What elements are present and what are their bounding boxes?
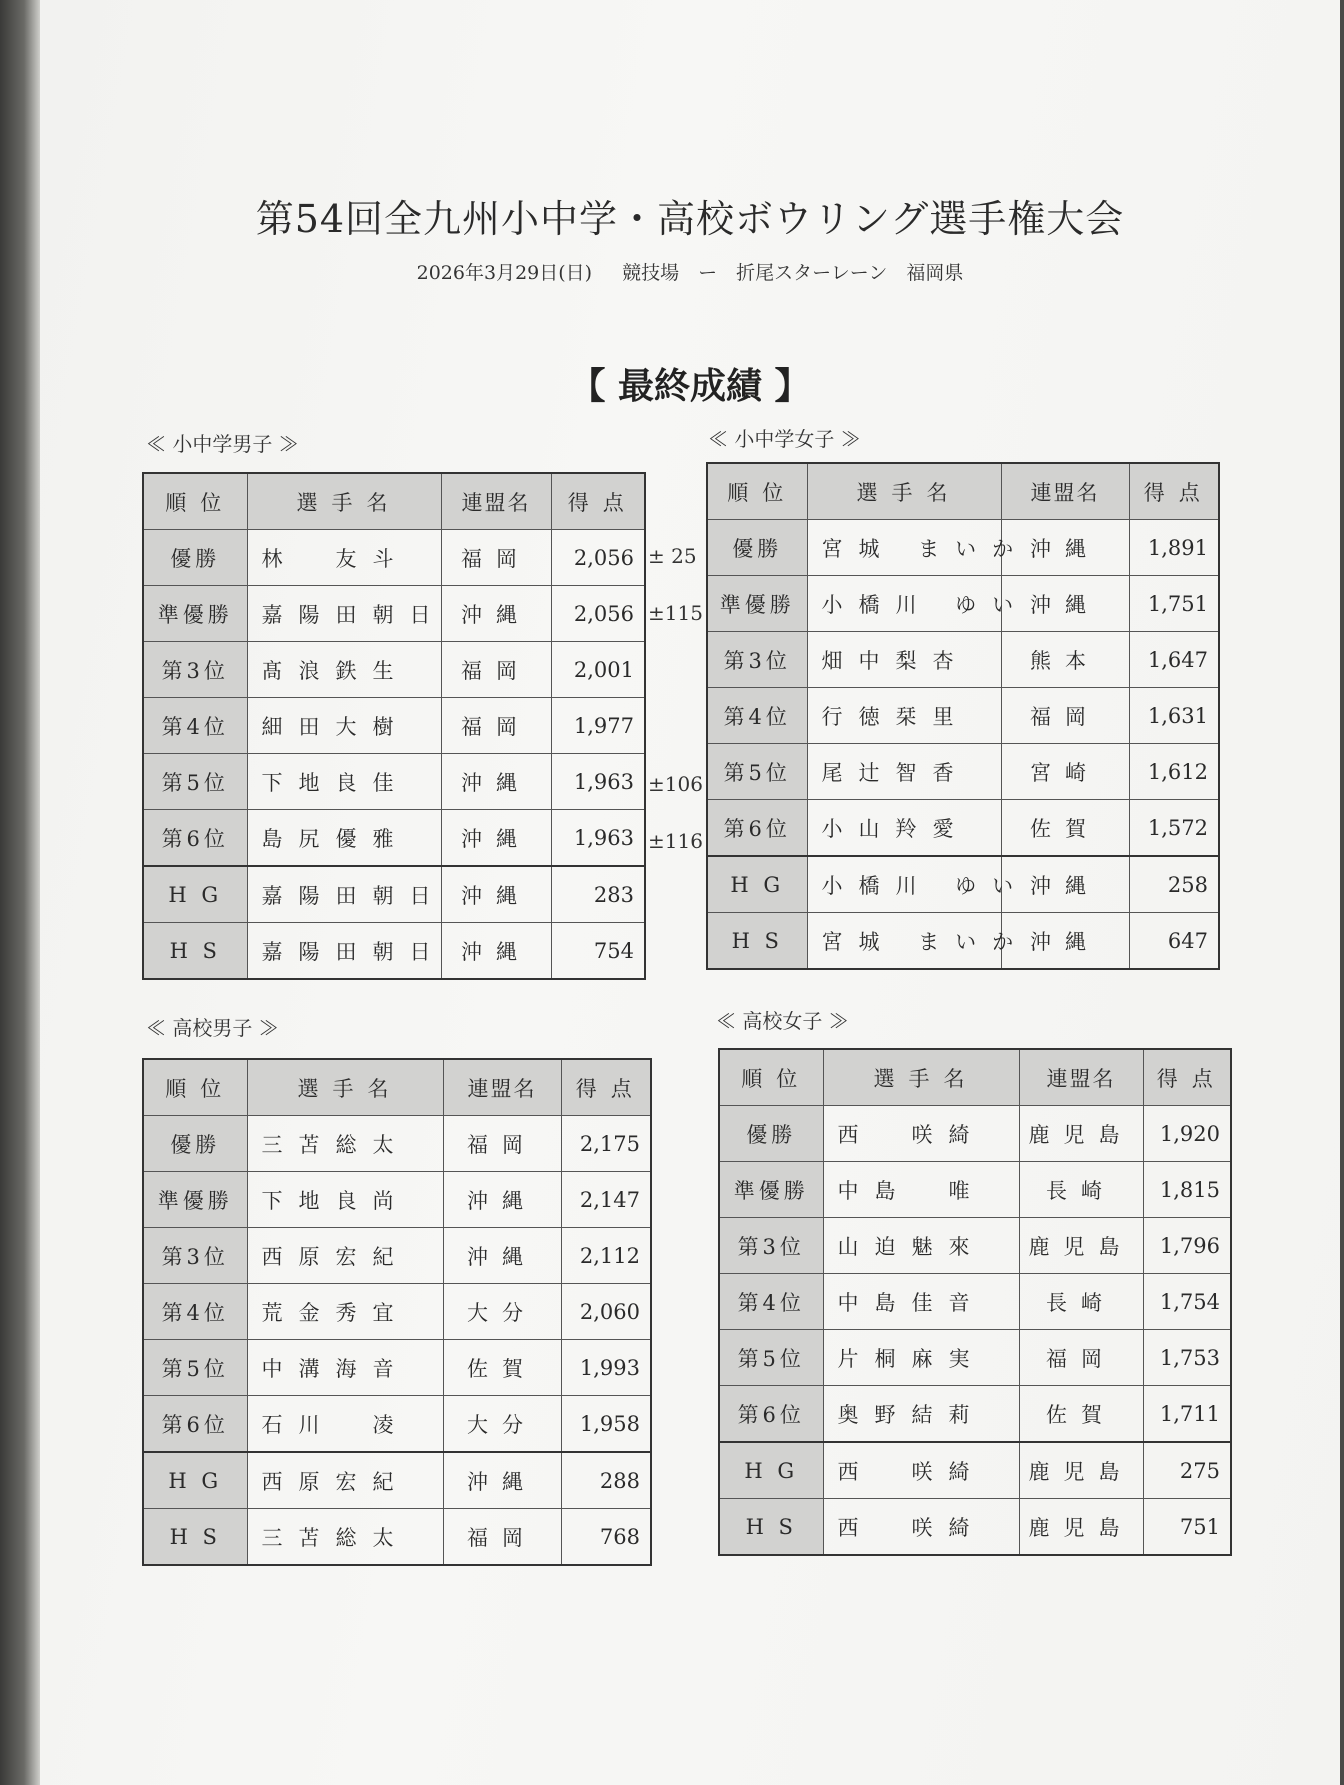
rank-cell: 優勝 [143, 530, 247, 586]
club-cell: 長崎 [1019, 1274, 1143, 1330]
rank-cell: 準優勝 [719, 1162, 823, 1218]
table-header-row [143, 473, 645, 530]
score-cell: 1,963 [551, 810, 645, 867]
score-cell: 1,993 [561, 1340, 651, 1396]
table-row [143, 1284, 651, 1340]
club-cell: 沖縄 [1001, 913, 1129, 970]
club-cell: 沖縄 [441, 923, 551, 980]
club-cell: 福岡 [1019, 1330, 1143, 1386]
player-name-cell: 下地良佳 [247, 754, 441, 810]
event-venue: 競技場 ー 折尾スターレーン 福岡県 [622, 262, 964, 284]
col-header-score: 得点 [561, 1059, 651, 1116]
player-name-cell: 嘉陽田朝日 [247, 866, 441, 923]
player-name-cell: 宮城 まいか [807, 520, 1001, 576]
rank-cell: 準優勝 [143, 1172, 247, 1228]
rank-cell: H G [143, 866, 247, 923]
player-name-cell: 小橋川 ゆい [807, 856, 1001, 913]
score-cell: 1,711 [1143, 1386, 1231, 1443]
col-header-rank: 順位 [143, 1059, 247, 1116]
club-cell: 大分 [443, 1284, 561, 1340]
club-cell: 大分 [443, 1396, 561, 1453]
score-cell: 258 [1129, 856, 1219, 913]
score-cell: 768 [561, 1509, 651, 1566]
rank-cell: 準優勝 [143, 586, 247, 642]
player-name-cell: 嘉陽田朝日 [247, 586, 441, 642]
col-header-club: 連盟名 [1001, 463, 1129, 520]
score-cell: 288 [561, 1452, 651, 1509]
tie-break-note: ±115 [648, 601, 703, 625]
section-title-hs-boys: ≪ 高校男子 ≫ [146, 1016, 279, 1040]
player-name-cell: 中島 唯 [823, 1162, 1019, 1218]
rank-cell: 第4位 [143, 1284, 247, 1340]
player-name-cell: 荒金秀宜 [247, 1284, 443, 1340]
rank-cell: 優勝 [707, 520, 807, 576]
rank-cell: 第5位 [143, 1340, 247, 1396]
score-cell: 275 [1143, 1442, 1231, 1499]
player-name-cell: 西 咲綺 [823, 1106, 1019, 1162]
table-row [707, 856, 1219, 913]
score-cell: 1,753 [1143, 1330, 1231, 1386]
table-row [143, 754, 645, 810]
table-row [719, 1274, 1231, 1330]
club-cell: 佐賀 [1001, 800, 1129, 857]
results-table-hs-girls [718, 1048, 1232, 1556]
table-row [719, 1386, 1231, 1443]
player-name-cell: 西 咲綺 [823, 1499, 1019, 1556]
table-row [707, 520, 1219, 576]
score-cell: 1,631 [1129, 688, 1219, 744]
player-name-cell: 三苫総太 [247, 1509, 443, 1566]
table-row [719, 1442, 1231, 1499]
score-cell: 2,056 [551, 530, 645, 586]
player-name-cell: 片桐麻実 [823, 1330, 1019, 1386]
score-cell: 754 [551, 923, 645, 980]
player-name-cell: 嘉陽田朝日 [247, 923, 441, 980]
results-table-jr-girls [706, 462, 1220, 970]
player-name-cell: 小橋川 ゆい [807, 576, 1001, 632]
player-name-cell: 西原宏紀 [247, 1452, 443, 1509]
rank-cell: 第6位 [143, 1396, 247, 1453]
score-cell: 2,060 [561, 1284, 651, 1340]
col-header-name: 選手名 [823, 1049, 1019, 1106]
rank-cell: H S [719, 1499, 823, 1556]
player-name-cell: 西 咲綺 [823, 1442, 1019, 1499]
score-cell: 1,977 [551, 698, 645, 754]
score-cell: 2,056 [551, 586, 645, 642]
club-cell: 沖縄 [1001, 856, 1129, 913]
table-row [143, 1172, 651, 1228]
rank-cell: H G [707, 856, 807, 913]
score-cell: 1,891 [1129, 520, 1219, 576]
table-row [143, 923, 645, 980]
table-header-row [719, 1049, 1231, 1106]
table-row [143, 1452, 651, 1509]
rank-cell: H S [707, 913, 807, 970]
tournament-title: 第54回全九州小中学・高校ボウリング選手権大会 [255, 197, 1125, 241]
results-table-hs-boys [142, 1058, 652, 1566]
club-cell: 福岡 [441, 698, 551, 754]
score-cell: 1,920 [1143, 1106, 1231, 1162]
rank-cell: 第3位 [707, 632, 807, 688]
score-cell: 2,112 [561, 1228, 651, 1284]
col-header-name: 選手名 [807, 463, 1001, 520]
club-cell: 沖縄 [1001, 520, 1129, 576]
score-cell: 2,175 [561, 1116, 651, 1172]
player-name-cell: 中溝海音 [247, 1340, 443, 1396]
table-row [707, 913, 1219, 970]
rank-cell: 第5位 [143, 754, 247, 810]
rank-cell: 第5位 [719, 1330, 823, 1386]
event-info [40, 258, 1340, 285]
score-cell: 1,963 [551, 754, 645, 810]
rank-cell: 第5位 [707, 744, 807, 800]
rank-cell: H S [143, 1509, 247, 1566]
col-header-club: 連盟名 [443, 1059, 561, 1116]
tie-break-note: ±116 [648, 829, 703, 853]
player-name-cell: 小山羚愛 [807, 800, 1001, 857]
score-cell: 1,751 [1129, 576, 1219, 632]
player-name-cell: 宮城 まいか [807, 913, 1001, 970]
club-cell: 沖縄 [441, 810, 551, 867]
col-header-score: 得点 [1143, 1049, 1231, 1106]
score-cell: 1,754 [1143, 1274, 1231, 1330]
table-row [707, 800, 1219, 857]
table-row [719, 1218, 1231, 1274]
club-cell: 沖縄 [1001, 576, 1129, 632]
table-row [143, 1340, 651, 1396]
score-cell: 283 [551, 866, 645, 923]
club-cell: 佐賀 [1019, 1386, 1143, 1443]
section-title-hs-girls: ≪ 高校女子 ≫ [716, 1009, 849, 1033]
club-cell: 福岡 [441, 642, 551, 698]
club-cell: 鹿児島 [1019, 1442, 1143, 1499]
table-row [143, 810, 645, 867]
rank-cell: 第6位 [143, 810, 247, 867]
table-row [719, 1106, 1231, 1162]
table-row [143, 1228, 651, 1284]
rank-cell: 第4位 [707, 688, 807, 744]
col-header-score: 得点 [551, 473, 645, 530]
player-name-cell: 林 友斗 [247, 530, 441, 586]
tie-break-note: ± 25 [648, 544, 697, 568]
player-name-cell: 西原宏紀 [247, 1228, 443, 1284]
col-header-name: 選手名 [247, 473, 441, 530]
table-row [143, 866, 645, 923]
table-row [143, 1396, 651, 1453]
club-cell: 佐賀 [443, 1340, 561, 1396]
player-name-cell: 中島佳音 [823, 1274, 1019, 1330]
player-name-cell: 行徳栞里 [807, 688, 1001, 744]
event-date: 2026年3月29日(日) [416, 262, 593, 284]
rank-cell: 第6位 [719, 1386, 823, 1443]
table-row [143, 586, 645, 642]
col-header-club: 連盟名 [1019, 1049, 1143, 1106]
player-name-cell: 下地良尚 [247, 1172, 443, 1228]
table-row [707, 744, 1219, 800]
club-cell: 福岡 [443, 1116, 561, 1172]
club-cell: 沖縄 [441, 586, 551, 642]
club-cell: 福岡 [441, 530, 551, 586]
table-header-row [143, 1059, 651, 1116]
col-header-rank: 順位 [143, 473, 247, 530]
player-name-cell: 三苫総太 [247, 1116, 443, 1172]
rank-cell: H S [143, 923, 247, 980]
score-cell: 1,815 [1143, 1162, 1231, 1218]
col-header-club: 連盟名 [441, 473, 551, 530]
col-header-score: 得点 [1129, 463, 1219, 520]
col-header-rank: 順位 [719, 1049, 823, 1106]
score-cell: 2,001 [551, 642, 645, 698]
table-row [143, 530, 645, 586]
rank-cell: H G [719, 1442, 823, 1499]
rank-cell: 優勝 [143, 1116, 247, 1172]
rank-cell: 準優勝 [707, 576, 807, 632]
score-cell: 2,147 [561, 1172, 651, 1228]
score-cell: 751 [1143, 1499, 1231, 1556]
rank-cell: 第6位 [707, 800, 807, 857]
score-cell: 1,958 [561, 1396, 651, 1453]
table-row [143, 642, 645, 698]
score-cell: 1,647 [1129, 632, 1219, 688]
table-row [143, 1509, 651, 1566]
table-row [707, 632, 1219, 688]
club-cell: 福岡 [443, 1509, 561, 1566]
table-row [707, 688, 1219, 744]
player-name-cell: 奥野結莉 [823, 1386, 1019, 1443]
club-cell: 鹿児島 [1019, 1218, 1143, 1274]
score-cell: 1,612 [1129, 744, 1219, 800]
club-cell: 熊本 [1001, 632, 1129, 688]
section-title-jr-girls: ≪ 小中学女子 ≫ [708, 427, 861, 451]
player-name-cell: 石川 凌 [247, 1396, 443, 1453]
tie-break-note: ±106 [648, 772, 703, 796]
club-cell: 沖縄 [443, 1228, 561, 1284]
rank-cell: 第4位 [719, 1274, 823, 1330]
score-cell: 1,572 [1129, 800, 1219, 857]
club-cell: 沖縄 [443, 1172, 561, 1228]
table-row [719, 1330, 1231, 1386]
club-cell: 沖縄 [443, 1452, 561, 1509]
club-cell: 鹿児島 [1019, 1499, 1143, 1556]
col-header-rank: 順位 [707, 463, 807, 520]
table-row [719, 1499, 1231, 1556]
club-cell: 鹿児島 [1019, 1106, 1143, 1162]
score-cell: 1,796 [1143, 1218, 1231, 1274]
table-header-row [707, 463, 1219, 520]
table-row [143, 1116, 651, 1172]
section-title-jr-boys: ≪ 小中学男子 ≫ [146, 432, 299, 456]
binder-edge [0, 0, 40, 1785]
rank-cell: 優勝 [719, 1106, 823, 1162]
rank-cell: 第3位 [143, 1228, 247, 1284]
club-cell: 福岡 [1001, 688, 1129, 744]
table-row [143, 698, 645, 754]
club-cell: 沖縄 [441, 866, 551, 923]
player-name-cell: 尾辻智香 [807, 744, 1001, 800]
rank-cell: 第3位 [143, 642, 247, 698]
club-cell: 宮崎 [1001, 744, 1129, 800]
player-name-cell: 細田大樹 [247, 698, 441, 754]
results-table-jr-boys [142, 472, 646, 980]
col-header-name: 選手名 [247, 1059, 443, 1116]
table-row [719, 1162, 1231, 1218]
final-results-heading: 【 最終成績 】 [569, 365, 811, 407]
player-name-cell: 山迫魅來 [823, 1218, 1019, 1274]
player-name-cell: 島尻優雅 [247, 810, 441, 867]
table-row [707, 576, 1219, 632]
club-cell: 沖縄 [441, 754, 551, 810]
club-cell: 長崎 [1019, 1162, 1143, 1218]
rank-cell: H G [143, 1452, 247, 1509]
score-cell: 647 [1129, 913, 1219, 970]
rank-cell: 第4位 [143, 698, 247, 754]
rank-cell: 第3位 [719, 1218, 823, 1274]
results-sheet [40, 0, 1340, 1785]
player-name-cell: 畑中梨杏 [807, 632, 1001, 688]
player-name-cell: 髙浪鉄生 [247, 642, 441, 698]
